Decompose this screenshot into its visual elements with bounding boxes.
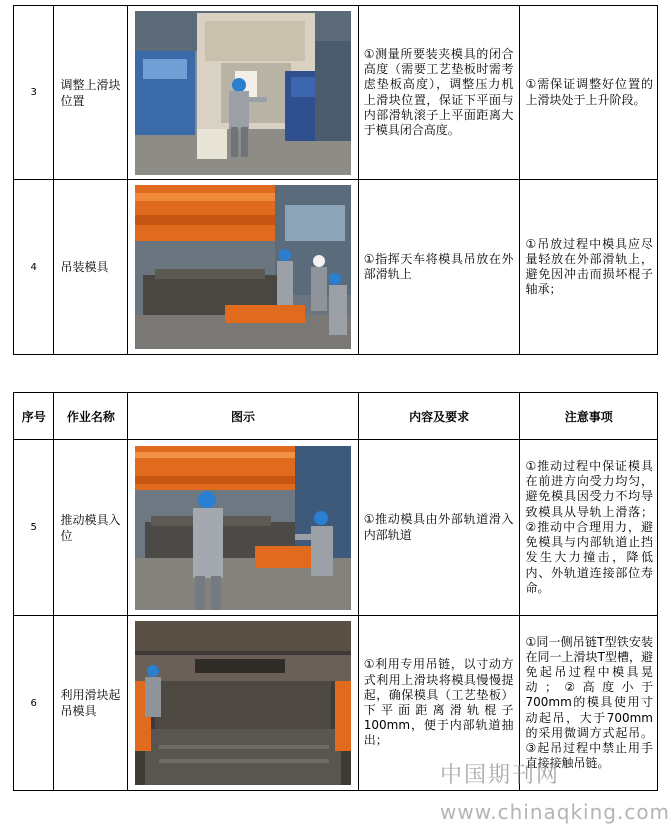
header-notes: 注意事项 [520,393,658,440]
notes-text: ①需保证调整好位置的上滑块处于上升阶段。 [525,77,653,107]
notes-text: ①吊放过程中模具应尽量轻放在外部滑轨上，避免因冲击而损坏棍子轴承； [525,236,653,297]
notes-text: ①推动过程中保证模具在前进方向受力均匀，避免模具因受力不均导致模具从导轨上滑落；②推动中合理用力，避免模具与内部轨道止挡发生大力撞击，降低内、外轨道连接部位寿命。 [525,459,653,595]
photo-hoist-die [135,185,351,349]
table-header-row [14,393,658,440]
row-image-cell [128,616,359,791]
row-seq: 6 [14,616,54,791]
watermark-url: www.chinaqking.com [440,800,671,824]
header-requirements: 内容及要求 [358,393,520,440]
requirements-text: ①指挥天车将模具吊放在外部滑轨上 [363,251,514,281]
row-requirements [358,180,520,355]
watermark-cn: 中国期刊网 [440,763,561,788]
header-seq: 序号 [14,393,54,440]
photo-push-die [135,446,351,610]
row-requirements [358,440,520,616]
row-notes [520,180,658,355]
procedure-table-bottom [13,392,658,791]
table-row [14,180,658,355]
table-row [14,616,658,791]
row-notes [520,6,658,180]
row-seq: 3 [14,6,54,180]
row-name: 推动模具入位 [54,440,128,616]
notes-text: ①同一侧吊链T型铁安装在同一上滑块T型槽，避免起吊过程中模具晃动；②高度小于700mm的模具使用寸动起吊，大于700mm的采用微调方式起吊。③起吊过程中禁止用手直接接触吊链。 [525,634,653,771]
requirements-text: ①利用专用吊链，以寸动方式利用上滑块将模具慢慢提起，确保模具（工艺垫板）下平面距离滑轨棍子100mm，便于内部轨道抽出； [363,657,514,748]
photo-lift-die [135,621,351,785]
row-name: 调整上滑块位置 [54,6,128,180]
requirements-text: ①测量所要装夹模具的闭合高度（需要工艺垫板时需考虑垫板高度），调整压力机上滑块位置，保证下平面与内部滑轨滚子上平面距离大于模具闭合高度。 [363,46,514,137]
header-image: 图示 [128,393,359,440]
row-seq: 5 [14,440,54,616]
row-seq: 4 [14,180,54,355]
procedure-table-top [13,5,658,355]
table-row [14,6,658,180]
table-row [14,440,658,616]
photo-adjust-slider [135,11,351,175]
row-image-cell [128,180,359,355]
row-image-cell [128,440,359,616]
row-requirements [358,6,520,180]
header-name: 作业名称 [54,393,128,440]
row-notes [520,440,658,616]
requirements-text: ①推动模具由外部轨道滑入内部轨道 [363,512,514,542]
row-name: 吊装模具 [54,180,128,355]
row-name: 利用滑块起吊模具 [54,616,128,791]
row-image-cell [128,6,359,180]
